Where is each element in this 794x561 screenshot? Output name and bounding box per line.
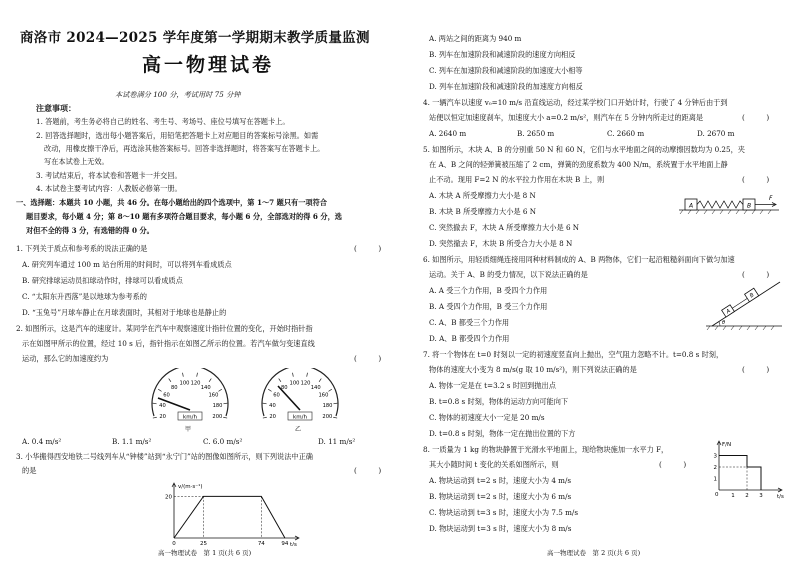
q3-option-d: D. 列车在加速阶段和减速阶段的加速度方向相反 (429, 82, 583, 91)
header-title: 商洛市 2024—2025 学年度第一学期期末教学质量监测 (20, 30, 370, 46)
q6-stem-2: 运动。关于 A、B 的受力情况，以下说法正确的是 (429, 270, 588, 279)
q8-answer-paren: ( ) (659, 460, 687, 469)
gauge-number: 100 (179, 380, 190, 387)
q4-stem-2: 站便以恒定加速度刹车，加速度大小 a=0.2 m/s²，则汽车在 5 分钟内所走过的距离是 (429, 113, 704, 122)
gauge-number: 60 (273, 392, 280, 399)
gauge-number: 200 (212, 413, 223, 420)
q2-stem-2: 示在如图甲所示的位置，经过 10 s 后，指针指示在如图乙所示的位置。若汽车做匀变速直线 (22, 339, 315, 348)
q8-stem-1: 8. 一质量为 1 kg 的物块静置于光滑水平地面上，现给物块施加一水平力 F， (423, 445, 669, 454)
gauge-tick (197, 373, 198, 377)
q3-option-c: C. 列车在加速阶段和减速阶段的加速度大小相等 (429, 66, 583, 75)
q6-answer-paren: ( ) (742, 270, 770, 279)
block-b-label: B (746, 202, 752, 210)
gauge-tick (209, 379, 211, 382)
exam-title: 高一物理试卷 (142, 54, 275, 76)
q6-option-a: A. A 受三个力作用，B 受四个力作用 (429, 286, 548, 295)
page-2-footer: 高一物理试卷 第 2 页(共 6 页) (547, 549, 641, 557)
notice-2-end: 写在本试卷上无效。 (44, 157, 109, 166)
x-tick-label: 2 (745, 493, 749, 499)
gauge-number: 120 (190, 380, 201, 387)
gauge-number: 80 (281, 384, 288, 391)
q4-option-a: A. 2640 m (429, 129, 467, 138)
gauge-tick (279, 379, 281, 382)
q5-stem-1: 5. 如图所示，木块 A、B 的分别重 50 N 和 60 N，它们与水平地面之间的动摩擦因数均为 0.25，夹 (423, 145, 745, 154)
label-jia: 甲 (185, 426, 192, 433)
gauge-number: 180 (322, 402, 333, 409)
gauge-number: 20 (159, 413, 166, 420)
gauge-tick (307, 373, 308, 377)
page-2 (397, 0, 794, 561)
q8-option-d: D. 物块运动到 t=3 s 时，速度大小为 8 m/s (429, 524, 572, 533)
gauge-tick (158, 389, 161, 391)
gauge-tick (169, 379, 171, 382)
vt-ylabel: v/(m·s⁻¹) (178, 484, 203, 490)
gauge-tick (263, 403, 267, 404)
vt-line (174, 496, 285, 538)
q4-stem-1: 4. 一辆汽车以速度 v₀=10 m/s 沿直线运动，经过某学校门口开始计时，行驶了 4 分钟后由于到 (423, 98, 728, 107)
q5-spring-figure (679, 190, 781, 216)
gauge-number: 40 (159, 402, 166, 409)
q2-answer-paren: ( ) (354, 354, 382, 363)
ft-origin: 0 (715, 492, 719, 498)
notice-2-cont: 改动，用橡皮擦干净后，再选涂其他答案标号。回答非选择题时，将答案写在答题卡上。 (44, 144, 325, 153)
gauge-tick (333, 417, 337, 418)
q4-answer-paren: ( ) (742, 113, 770, 122)
gauge-tick (268, 389, 271, 391)
gauge-number: 80 (171, 384, 178, 391)
gauge-tick (328, 389, 331, 391)
gauge-tick (293, 373, 294, 377)
q5-option-a: A. 木块 A 所受摩擦力大小是 8 N (429, 191, 536, 200)
q3-stem-1: 3. 小华搬得西安地铁二号线列车从“钟楼”站到“永宁门”站的图像如图所示，则下列说法中正确 (16, 452, 313, 461)
q2-option-b: B. 1.1 m/s² (112, 437, 152, 446)
q7-option-d: D. t=0.8 s 时刻，物体一定在抛出位置的下方 (429, 429, 576, 438)
gauge-number: 160 (208, 392, 219, 399)
q2-speedometer-figure (140, 368, 360, 428)
q4-option-b: B. 2650 m (517, 129, 555, 138)
x-tick-label: 74 (257, 541, 265, 546)
notice-1: 1. 答题前，考生务必将自己的姓名、考生号、考场号、座位号填写在答题卡上。 (36, 117, 290, 126)
speedometer-jia (152, 368, 228, 428)
q3-option-a: A. 两站之间的距离为 940 m (429, 34, 522, 43)
q8-option-b: B. 物块运动到 t=2 s 时，速度大小为 6 m/s (429, 492, 572, 501)
gauge-tick (223, 403, 227, 404)
q8-ft-chart (707, 438, 787, 500)
notice-heading: 注意事项： (36, 103, 76, 113)
q1-option-c: C. “太阳东升西落”是以地球为参考系的 (22, 292, 147, 301)
q6-option-d: D. A、B 都受四个力作用 (429, 334, 510, 343)
ft-ylabel: F/N (722, 442, 732, 448)
q1-answer-paren: ( ) (354, 244, 382, 253)
speedometer-yi (262, 368, 338, 428)
q1-option-a: A. 研究列车通过 100 m 站台所用的时间时，可以将列车看成质点 (22, 260, 232, 269)
q5-answer-paren: ( ) (742, 175, 770, 184)
x-tick-label: 25 (200, 541, 207, 546)
notice-4: 4. 本试卷主要考试内容：人教版必修第一册。 (36, 184, 182, 193)
unit-jia: km/h (183, 414, 197, 421)
theta-label: θ (722, 320, 726, 326)
block-a-label: A (688, 202, 694, 210)
section-1-line-1: 一、选择题：本题共 10 小题，共 46 分。在每小题给出的四个选项中，第 1～7 题只有一项符合 (16, 198, 327, 207)
q7-option-c: C. 物体的初速度大小一定是 20 m/s (429, 413, 545, 422)
x-tick-label: 3 (759, 493, 763, 499)
exam-subtitle: 本试卷满分 100 分，考试用时 75 分钟 (115, 90, 241, 99)
ft-xlabel: t/s (777, 494, 784, 500)
q6-incline-figure (704, 276, 784, 330)
q6-stem-1: 6. 如图所示，用轻质细绳连接用同种材料制成的 A、B 两物体，它们一起沿粗糙斜面向下做匀加速 (423, 255, 735, 264)
y-tick-label: 3 (713, 453, 717, 460)
section-1-line-3: 对但不全的得 3 分，有选错的得 0 分。 (26, 226, 154, 235)
gauge-tick (153, 403, 157, 404)
q2-option-d: D. 11 m/s² (318, 437, 356, 446)
q4-option-c: C. 2660 m (607, 129, 645, 138)
page-1-footer: 高一物理试卷 第 1 页(共 6 页) (158, 549, 252, 557)
q7-stem-2: 物体的速度大小变为 8 m/s(g 取 10 m/s²)，则下列说法正确的是 (429, 365, 637, 374)
block-b-label: B (748, 292, 756, 300)
q2-option-c: C. 6.0 m/s² (203, 437, 243, 446)
q6-option-b: B. A 受四个力作用，B 受三个力作用 (429, 302, 548, 311)
gauge-number: 140 (310, 384, 321, 391)
y-tick-label: 2 (713, 465, 717, 471)
x-tick-label: 1 (731, 493, 735, 499)
section-1-line-2: 题目要求，每小题 4 分；第 8～10 题有多项符合题目要求，每小题 6 分，全部选对的得 6 分，选 (26, 212, 342, 221)
q2-option-a: A. 0.4 m/s² (22, 437, 62, 446)
gauge-number: 200 (322, 413, 333, 420)
q8-option-a: A. 物块运动到 t=2 s 时，速度大小为 4 m/s (429, 476, 572, 485)
gauge-number: 140 (200, 384, 211, 391)
y-tick-label: 20 (165, 494, 172, 501)
q5-option-c: C. 突然撤去 F，木块 A 所受摩擦力大小是 6 N (429, 223, 580, 232)
gauge-tick (223, 417, 227, 418)
q4-option-d: D. 2670 m (697, 129, 735, 138)
x-tick-label: 0 (172, 541, 176, 546)
gauge-tick (333, 403, 337, 404)
q8-option-c: C. 物块运动到 t=3 s 时，速度大小为 7.5 m/s (429, 508, 579, 517)
gauge-tick (319, 379, 321, 382)
vt-xlabel: t/s (290, 542, 297, 546)
q7-stem-1: 7. 将一个物体在 t=0 时刻以一定的初速度竖直向上抛出，空气阻力忽略不计。t=0.8 s 时刻， (423, 350, 724, 359)
q7-option-b: B. t=0.8 s 时刻，物体的运动方向可能向下 (429, 397, 569, 406)
gauge-tick (153, 417, 157, 418)
gauge-tick (218, 389, 221, 391)
notice-3: 3. 考试结束后，将本试卷和答题卡一并交回。 (36, 171, 182, 180)
q3-option-b: B. 列车在加速阶段和减速阶段的速度方向相反 (429, 50, 576, 59)
q1-stem: 1. 下列关于质点和参考系的说法正确的是 (16, 244, 148, 253)
q2-stem-1: 2. 如图所示，这是汽车的速度计。某同学在汽车中观察速度计指针位置的变化，开始时指针指 (16, 324, 313, 333)
gauge-number: 180 (212, 402, 223, 409)
q7-option-a: A. 物体一定是在 t=3.2 s 时回到抛出点 (429, 381, 556, 390)
gauge-tick (263, 417, 267, 418)
rope (732, 298, 747, 308)
gauge-number: 160 (318, 392, 329, 399)
q5-option-b: B. 木块 B 所受摩擦力大小是 6 N (429, 207, 537, 216)
gauge-number: 60 (163, 392, 170, 399)
q5-option-d: D. 突然撤去 F，木块 B 所受合力大小是 8 N (429, 239, 573, 248)
ft-line (719, 456, 761, 491)
spring (697, 201, 743, 208)
q8-stem-2: 其大小随时间 t 变化的关系如图所示，则 (429, 460, 559, 469)
q5-stem-2: 在 A、B 之间的轻弹簧被压缩了 2 cm，弹簧的劲度系数为 400 N/m，系统置于水平地面上静 (429, 160, 728, 169)
q7-answer-paren: ( ) (742, 365, 770, 374)
gauge-number: 120 (300, 380, 311, 387)
q6-option-c: C. A、B 都受三个力作用 (429, 318, 510, 327)
q3-vt-chart (160, 480, 305, 546)
q5-stem-3: 止不动。现用 F=2 N 的水平拉力作用在木块 B 上，则 (429, 175, 605, 184)
gauge-number: 20 (269, 413, 276, 420)
gauge-number: 100 (289, 380, 300, 387)
q1-option-d: D. “玉兔号”月球车静止在月球表面时，其相对于地球也是静止的 (22, 308, 227, 317)
y-tick-label: 1 (713, 476, 717, 483)
q2-stem-3: 运动，那么它的加速度约为 (22, 354, 109, 363)
gauge-number: 40 (269, 402, 276, 409)
gauge-tick (183, 373, 184, 377)
label-yi: 乙 (295, 426, 302, 433)
force-label: F (769, 195, 773, 202)
block-a-label: A (725, 308, 732, 316)
q3-answer-paren: ( ) (354, 466, 382, 475)
unit-yi: km/h (293, 414, 307, 421)
q3-stem-2: 的是 (22, 466, 37, 475)
q1-option-b: B. 研究排球运动员扣球动作时，排球可以看成质点 (22, 276, 183, 285)
notice-2: 2. 回答选择题时，选出每小题答案后，用铅笔把答题卡上对应题目的答案标号涂黑。如需 (36, 131, 319, 140)
needle-yi (278, 386, 300, 410)
x-tick-label: 94 (281, 541, 289, 546)
